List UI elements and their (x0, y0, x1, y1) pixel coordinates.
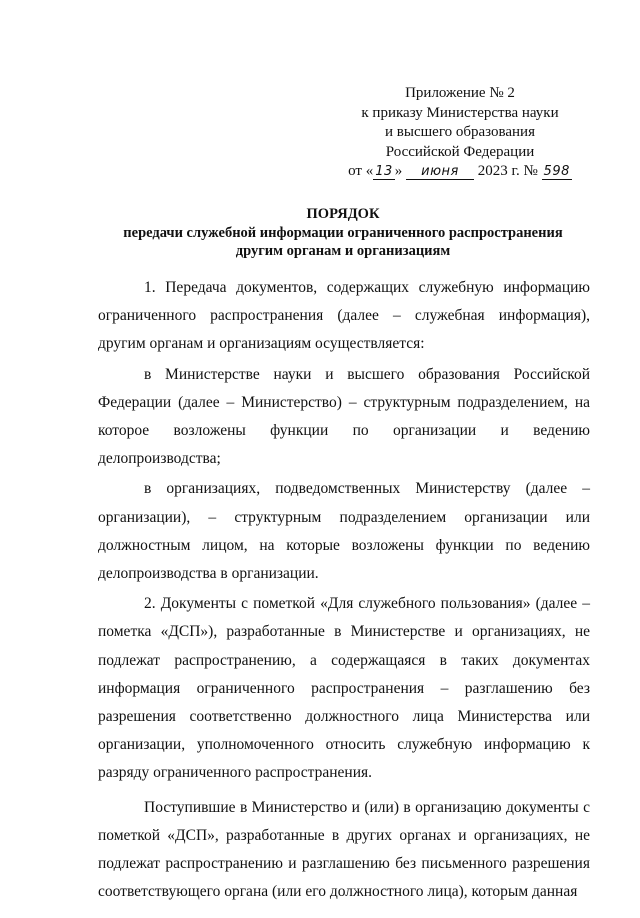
document-body (98, 274, 590, 908)
date-mid: » (394, 163, 403, 179)
appendix-block (330, 84, 590, 182)
handwritten-day: 13 (375, 164, 393, 179)
paragraph-ministry: в Министерстве науки и высшего образования Российской Федерации (далее – Министерство) – структурным подразделением, на которое возложены функции по организации и ведению делопроизводства; (98, 365, 590, 468)
handwritten-order-number: 598 (543, 164, 570, 179)
appendix-country: Российской Федерации (385, 143, 535, 160)
appendix-date-line (330, 162, 590, 182)
handwritten-month: июня (406, 164, 474, 180)
appendix-order-ref: к приказу Министерства науки (361, 104, 559, 121)
paragraph-2: 2. Документы с пометкой «Для служебного пользования» (далее – пометка «ДСП»), разработанные в Министерстве и организациях, не подлежат распространению, а содержащаяся в таких документах информация ограниченного распространения – разглашению без разрешения соответственно должностного лица Министерства или организации, уполномоченного относить служебную информацию к разряду ограниченного распространения. (98, 595, 590, 782)
date-year: 2023 г. № (477, 163, 538, 179)
document-heading (96, 205, 590, 261)
document-subtitle-line1: передачи служебной информации ограниченного распространения (123, 224, 563, 241)
date-prefix: от « (348, 163, 374, 179)
paragraph-organizations: в организациях, подведомственных Министерству (далее – организации), – структурным подразделением организации или должностным лицом, на которые возложены функции по ведению делопроизводства в организации. (98, 480, 590, 583)
document-title: ПОРЯДОК (306, 206, 380, 222)
appendix-ministry: и высшего образования (385, 124, 535, 140)
document-subtitle-line2: другим органам и организациям (235, 243, 451, 259)
paragraph-received-documents: Поступившие в Министерство и (или) в организацию документы с пометкой «ДСП», разработанные в других органах и организациях, не подлежат распространению и разглашению без письменного разрешения соответствующего органа (или его должностного лица), которым данная (98, 798, 590, 901)
paragraph-1: 1. Передача документов, содержащих служебную информацию ограниченного распространения (далее – служебная информация), другим органам и организациям осуществляется: (98, 279, 590, 353)
appendix-number: Приложение № 2 (405, 85, 515, 101)
